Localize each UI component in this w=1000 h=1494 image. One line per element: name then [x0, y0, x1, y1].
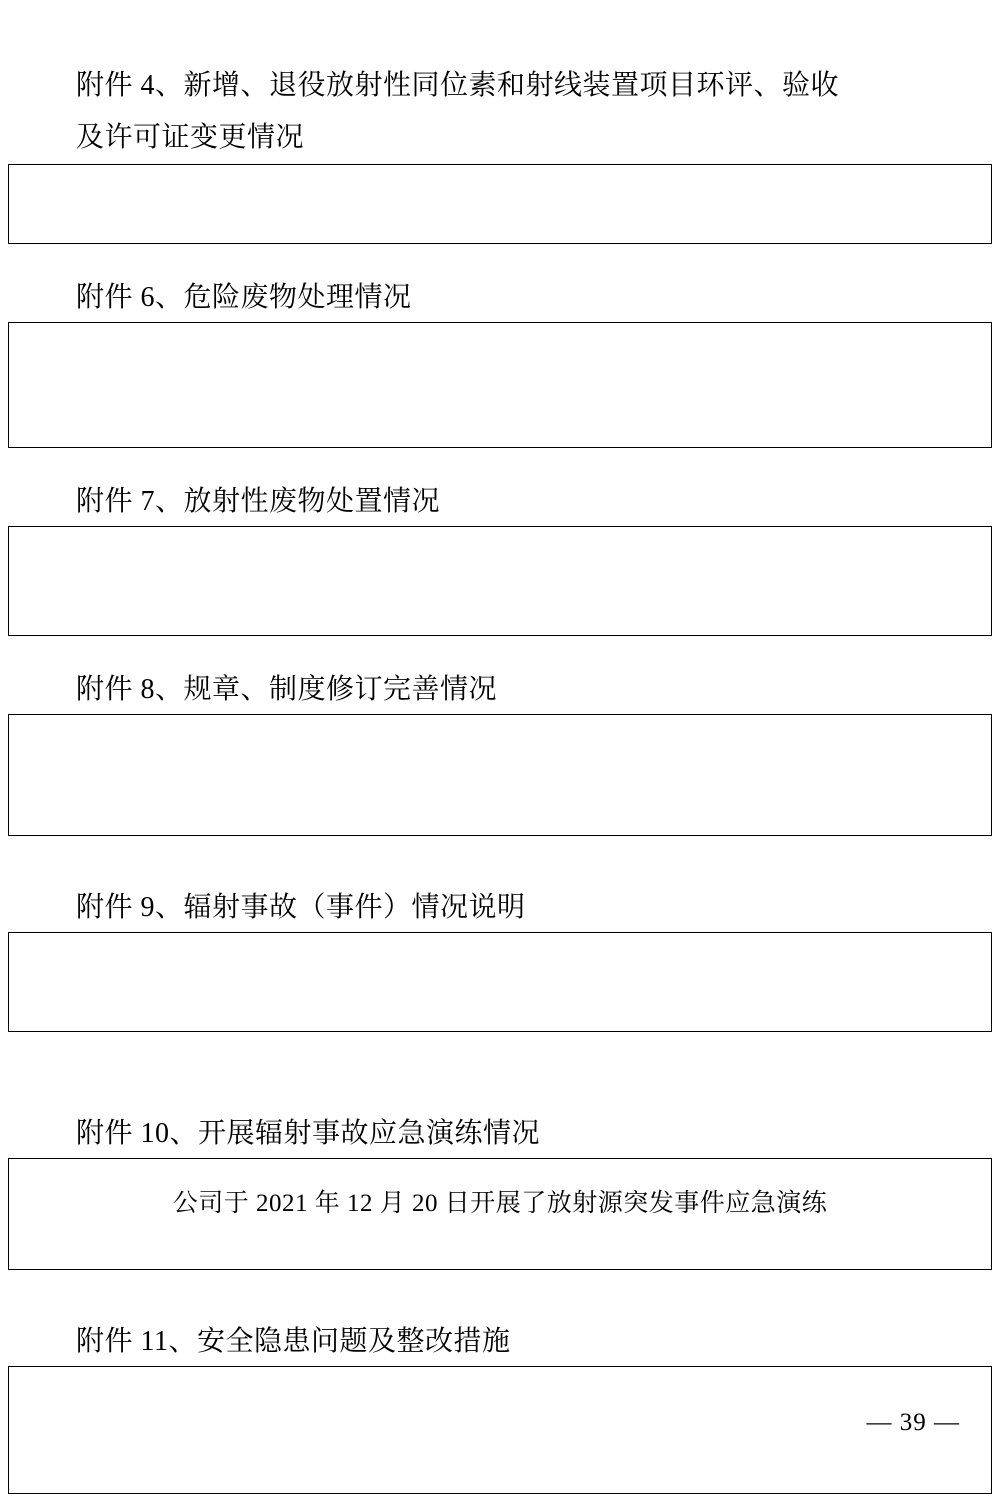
section-heading-11: 附件 11、安全隐患问题及整改措施 [76, 1326, 511, 1357]
answer-text-10: 公司于 2021 年 12 月 20 日开展了放射源突发事件应急演练 [172, 1190, 828, 1217]
spacer [8, 1080, 992, 1110]
answer-box-9[interactable] [8, 932, 992, 1032]
section-heading-9: 附件 9、辐射事故（事件）情况说明 [76, 892, 526, 923]
section-heading-7: 附件 7、放射性废物处置情况 [76, 486, 441, 517]
answer-box-10[interactable] [8, 1158, 992, 1270]
spacer [8, 244, 992, 274]
answer-text-8 [9, 715, 991, 743]
answer-box-4[interactable] [8, 164, 992, 244]
section-heading-4-line2: 及许可证变更情况 [76, 122, 305, 153]
answer-box-11[interactable] [8, 1366, 992, 1494]
answer-box-7[interactable] [8, 526, 992, 636]
spacer [8, 448, 992, 478]
answer-box-8[interactable] [8, 714, 992, 836]
answer-box-6[interactable] [8, 322, 992, 448]
document-content [8, 60, 992, 1494]
spacer [8, 836, 992, 884]
spacer [8, 636, 992, 666]
answer-text-4 [9, 165, 991, 193]
spacer [8, 1270, 992, 1318]
section-heading-8: 附件 8、规章、制度修订完善情况 [76, 674, 498, 705]
answer-text-9 [9, 933, 991, 961]
spacer [8, 1032, 992, 1080]
section-heading-4-line1: 附件 4、新增、退役放射性同位素和射线装置项目环评、验收 [76, 70, 840, 101]
page-number: — 39 — [866, 1409, 960, 1436]
answer-text-11 [9, 1367, 991, 1395]
section-heading-6: 附件 6、危险废物处理情况 [76, 282, 412, 313]
section-heading-4 [8, 60, 992, 164]
section-heading-10: 附件 10、开展辐射事故应急演练情况 [76, 1118, 541, 1149]
answer-text-7 [9, 527, 991, 555]
answer-text-6 [9, 323, 991, 351]
